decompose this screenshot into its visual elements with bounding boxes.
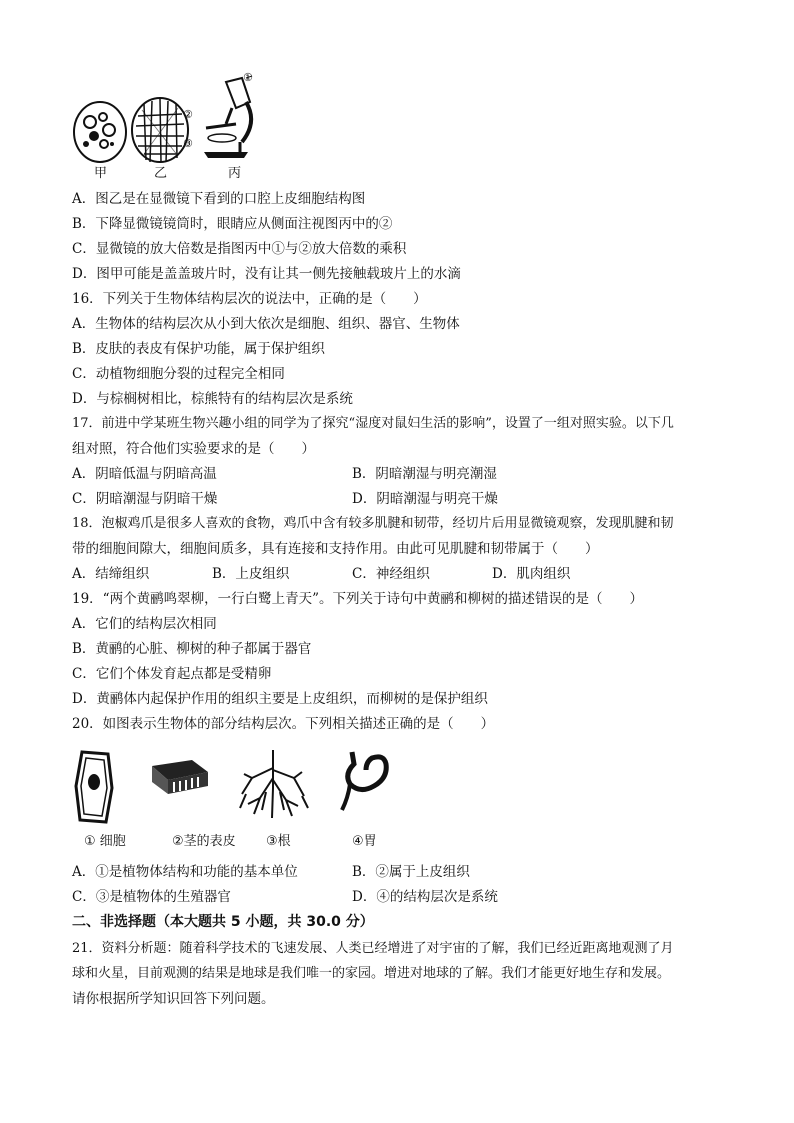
figure-bing-microscope	[196, 72, 266, 164]
q18-option-c: C．神经组织	[352, 566, 430, 582]
q21-line3: 请你根据所学知识回答下列问题。	[72, 991, 275, 1007]
figure-label-stem-epidermis: ②茎的表皮	[172, 834, 236, 849]
q21-line2: 球和火星，目前观测的结果是地球是我们唯一的家园。增进对地球的了解。我们才能更好地生存和发展。	[72, 966, 671, 981]
plant-cell-image	[74, 748, 116, 826]
q16-option-a: A．生物体的结构层次从小到大依次是细胞、组织、器官、生物体	[72, 316, 460, 332]
marker-3: ③	[183, 137, 193, 150]
q17-option-d: D．阴暗潮湿与明亮干燥	[352, 491, 498, 507]
q18-stem-line1: 18．泡椒鸡爪是很多人喜欢的食物，鸡爪中含有较多肌腱和韧带，经切片后用显微镜观察，发现肌腱和韧	[72, 516, 674, 531]
section-2-title: 二、非选择题（本大题共 5 小题，共 30.0 分）	[72, 914, 374, 930]
q16-option-c: C．动植物细胞分裂的过程完全相同	[72, 366, 285, 382]
q15-option-b: B．下降显微镜镜筒时，眼睛应从侧面注视图丙中的②	[72, 216, 393, 232]
q16-option-b: B．皮肤的表皮有保护功能，属于保护组织	[72, 341, 325, 357]
q19-option-b: B．黄鹂的心脏、柳树的种子都属于器官	[72, 641, 312, 657]
marker-1: ①	[243, 71, 253, 84]
q15-option-c: C．显微镜的放大倍数是指图丙中①与②放大倍数的乘积	[72, 241, 407, 257]
q20-option-d: D．④的结构层次是系统	[352, 889, 498, 905]
q20-option-b: B．②属于上皮组织	[352, 864, 470, 880]
q17-stem-line2: 组对照，符合他们实验要求的是（ ）	[72, 441, 315, 457]
figure-label-bing: 丙	[228, 166, 242, 181]
q20-option-a: A．①是植物体结构和功能的基本单位	[72, 864, 298, 880]
figure-label-root: ③根	[266, 834, 291, 849]
figure-label-jia: 甲	[94, 166, 108, 181]
q16-stem: 16．下列关于生物体结构层次的说法中，正确的是（ ）	[72, 291, 427, 307]
q21-line1: 21．资料分析题：随着科学技术的飞速发展、人类已经增进了对宇宙的了解，我们已经近距离地观测了月	[72, 941, 674, 956]
q19-option-c: C．它们个体发育起点都是受精卵	[72, 666, 272, 682]
stomach-image	[340, 750, 392, 816]
q17-option-c: C．阴暗潮湿与阴暗干燥	[72, 491, 218, 507]
q19-stem: 19．“两个黄鹂鸣翠柳，一行白鹭上青天”。下列关于诗句中黄鹂和柳树的描述错误的是（ ）	[72, 591, 643, 607]
q19-option-d: D．黄鹂体内起保护作用的组织主要是上皮组织，而柳树的是保护组织	[72, 691, 488, 707]
figure-label-cell: ① 细胞	[84, 834, 126, 849]
q20-stem: 20．如图表示生物体的部分结构层次。下列相关描述正确的是（ ）	[72, 716, 495, 732]
figure-label-yi: 乙	[154, 166, 168, 181]
q18-option-b: B．上皮组织	[212, 566, 290, 582]
marker-2: ②	[183, 108, 193, 121]
q20-option-c: C．③是植物体的生殖器官	[72, 889, 231, 905]
q18-option-d: D．肌肉组织	[492, 566, 571, 582]
q19-option-a: A．它们的结构层次相同	[72, 616, 217, 632]
q17-option-b: B．阴暗潮湿与明亮潮湿	[352, 466, 497, 482]
figure-label-stomach: ④胃	[352, 834, 377, 849]
q17-option-a: A．阴暗低温与阴暗高温	[72, 466, 217, 482]
figure-jia-cells	[72, 100, 128, 164]
q17-stem-line1: 17．前进中学某班生物兴趣小组的同学为了探究“湿度对鼠妇生活的影响”，设置了一组对照实验。以下几	[72, 416, 674, 431]
stem-epidermis-image	[148, 756, 212, 796]
root-image	[236, 748, 310, 820]
q15-option-d: D．图甲可能是盖盖玻片时，没有让其一侧先接触载玻片上的水滴	[72, 266, 461, 282]
q16-option-d: D．与棕榈树相比，棕熊特有的结构层次是系统	[72, 391, 353, 407]
figure-yi-tissue	[130, 96, 190, 164]
q18-stem-line2: 带的细胞间隙大，细胞间质多，具有连接和支持作用。由此可见肌腱和韧带属于（ ）	[72, 541, 599, 557]
q15-option-a: A．图乙是在显微镜下看到的口腔上皮细胞结构图	[72, 191, 366, 207]
q18-option-a: A．结缔组织	[72, 566, 150, 582]
